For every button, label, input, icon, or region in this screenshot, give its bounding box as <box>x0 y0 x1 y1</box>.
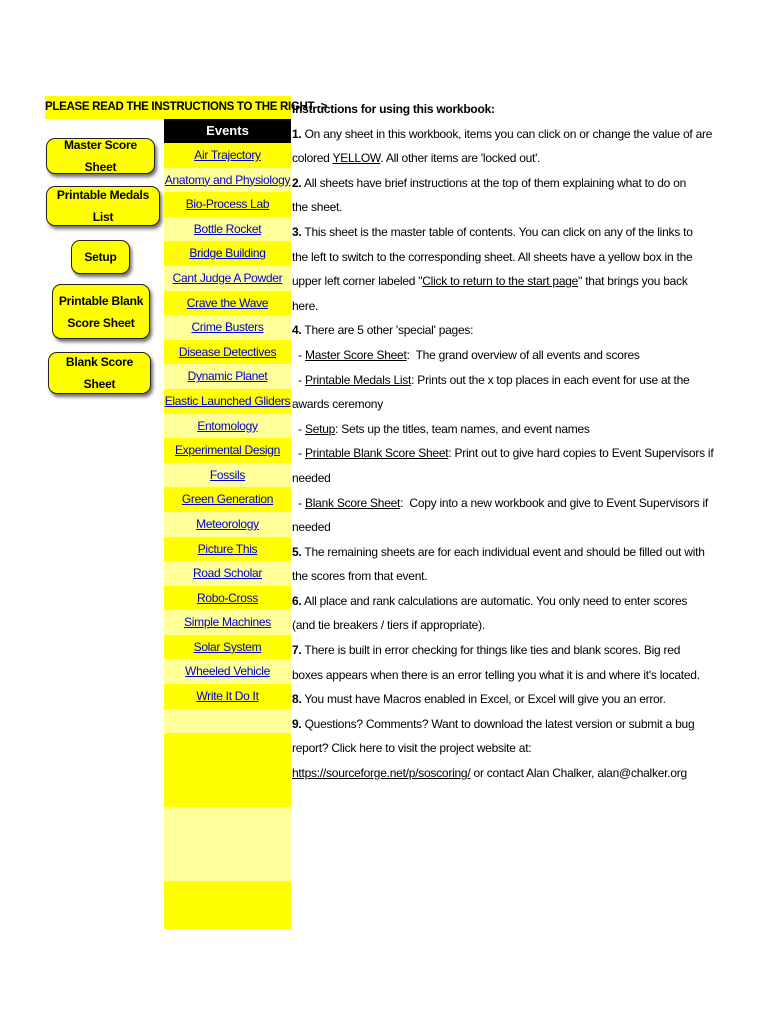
event-link-write-it-do-it[interactable]: Write It Do It <box>196 689 259 704</box>
step-number: 1. <box>292 126 302 141</box>
instruction-text: : The grand overview of all events and scores <box>406 347 640 362</box>
instruction-line <box>292 146 732 171</box>
instruction-text: There is built in error checking for things like ties and blank scores. Big red <box>301 643 681 658</box>
blank-score-sheet-label: Blank Score Sheet <box>65 355 134 391</box>
step-number: 4. <box>292 323 302 338</box>
step-number: 6. <box>292 593 302 608</box>
event-link-green-generation[interactable]: Green Generation <box>181 492 274 507</box>
event-link-robo-cross[interactable]: Robo-Cross <box>196 590 259 605</box>
instruction-line <box>292 638 732 663</box>
bullet-dash: - <box>292 347 305 362</box>
event-link-air-trajectory[interactable]: Air Trajectory <box>194 148 261 162</box>
event-row <box>164 586 291 611</box>
instruction-line <box>292 491 732 516</box>
instruction-line <box>292 220 732 245</box>
event-link-crave-the-wave[interactable]: Crave the Wave <box>186 295 269 310</box>
step-number: 5. <box>292 544 302 559</box>
event-link-cant-judge-a-powder[interactable]: Cant Judge A Powder <box>172 270 283 285</box>
step-number: 2. <box>292 175 302 190</box>
event-row <box>164 291 291 316</box>
event-link-picture-this[interactable]: Picture This <box>197 541 258 556</box>
setup-button[interactable] <box>71 240 130 274</box>
instruction-line: boxes appears when there is an error telling you what it is and where it's located. <box>292 667 700 682</box>
instruction-line <box>292 441 732 466</box>
event-row <box>164 463 291 488</box>
instruction-line <box>292 122 732 147</box>
event-row <box>164 438 291 463</box>
instruction-line <box>292 343 732 368</box>
instruction-text: . All other items are 'locked out'. <box>380 151 541 166</box>
instruction-text: There are 5 other 'special' pages: <box>301 323 474 338</box>
events-table <box>164 119 291 929</box>
yellow-word: YELLOW <box>332 151 381 166</box>
bullet-dash: - <box>292 372 305 387</box>
event-link-dynamic-planet[interactable]: Dynamic Planet <box>187 369 268 384</box>
master-score-sheet-label: Master Score Sheet <box>64 138 137 174</box>
event-row <box>164 143 291 168</box>
printable-medals-list-button[interactable] <box>46 186 160 226</box>
instruction-line: needed <box>292 520 331 535</box>
instruction-line <box>292 687 732 712</box>
instruction-line <box>292 417 732 442</box>
event-link-road-scholar[interactable]: Road Scholar <box>192 566 263 581</box>
empty-event-row <box>164 733 291 807</box>
instructions-panel <box>292 97 732 786</box>
instructions-banner: PLEASE READ THE INSTRUCTIONS TO THE RIGHT -> <box>45 96 291 119</box>
instruction-line: the scores from that event. <box>292 569 428 584</box>
event-link-experimental-design[interactable]: Experimental Design <box>174 443 281 458</box>
instruction-line <box>292 171 732 196</box>
event-link-bio-process-lab[interactable]: Bio-Process Lab <box>185 197 270 212</box>
step-number: 9. <box>292 716 302 731</box>
event-row <box>164 315 291 340</box>
event-row <box>164 684 291 709</box>
event-row <box>164 610 291 635</box>
instruction-text: : Copy into a new workbook and give to Event Supervisors if <box>400 495 708 510</box>
instruction-text: Questions? Comments? Want to download the latest version or submit a bug <box>301 716 695 731</box>
instruction-line: the sheet. <box>292 200 343 215</box>
instruction-line <box>292 589 732 614</box>
instruction-text: On any sheet in this workbook, items you can click on or change the value of are <box>301 126 713 141</box>
instruction-line: here. <box>292 298 319 313</box>
event-link-simple-machines[interactable]: Simple Machines <box>184 615 271 630</box>
instruction-text: colored <box>292 151 333 166</box>
empty-event-row <box>164 881 291 929</box>
instruction-line: needed <box>292 470 331 485</box>
event-link-meteorology[interactable]: Meteorology <box>196 516 259 531</box>
step-number: 8. <box>292 692 302 707</box>
event-row <box>164 635 291 660</box>
step-number: 7. <box>292 643 302 658</box>
empty-event-row <box>164 709 291 734</box>
instruction-line <box>292 712 732 737</box>
instruction-line: the left to switch to the corresponding sheet. All sheets have a yellow box in the <box>292 249 693 264</box>
events-header: Events <box>164 119 291 143</box>
blank-score-sheet-ref: Blank Score Sheet <box>305 495 401 510</box>
instruction-text: The remaining sheets are for each individual event and should be filled out with <box>301 544 705 559</box>
instruction-line <box>292 368 732 393</box>
event-link-elastic-launched-gliders[interactable]: Elastic Launched Gliders <box>164 393 291 408</box>
instruction-text: : Print out to give hard copies to Event Supervisors if <box>448 446 714 461</box>
instruction-line <box>292 318 732 343</box>
event-row <box>164 537 291 562</box>
event-row <box>164 266 291 291</box>
bullet-dash: - <box>292 446 305 461</box>
event-link-entomology[interactable]: Entomology <box>197 418 258 433</box>
return-to-start-label: Click to return to the start page <box>422 274 579 289</box>
instruction-text: or contact Alan Chalker, alan@chalker.org <box>470 766 687 781</box>
instruction-text: All place and rank calculations are automatic. You only need to enter scores <box>301 593 688 608</box>
setup-label: Setup <box>84 250 117 264</box>
instruction-text: : Sets up the titles, team names, and event names <box>335 421 590 436</box>
setup-ref: Setup <box>305 421 336 436</box>
printable-medals-list-label: Printable Medals List <box>56 188 150 224</box>
instruction-line: awards ceremony <box>292 397 383 412</box>
event-link-bridge-building[interactable]: Bridge Building <box>189 246 266 261</box>
printable-medals-list-ref: Printable Medals List <box>305 372 412 387</box>
event-row <box>164 389 291 414</box>
master-score-sheet-ref: Master Score Sheet <box>305 347 407 362</box>
instruction-line <box>292 269 732 294</box>
event-row <box>164 414 291 439</box>
instruction-text: " that brings you back <box>578 274 688 289</box>
event-row <box>164 340 291 365</box>
printable-blank-score-sheet-button[interactable] <box>52 284 150 339</box>
event-link-bottle-rocket[interactable]: Bottle Rocket <box>193 221 262 236</box>
instruction-line: report? Click here to visit the project website at: <box>292 741 532 756</box>
event-row <box>164 168 291 193</box>
event-row <box>164 217 291 242</box>
event-link-crime-busters[interactable]: Crime Busters <box>191 320 264 335</box>
event-row <box>164 659 291 684</box>
master-score-sheet-button[interactable] <box>46 138 155 174</box>
project-website-link[interactable]: https://sourceforge.net/p/soscoring/ <box>292 766 471 781</box>
event-row <box>164 487 291 512</box>
event-row <box>164 512 291 537</box>
instruction-text: This sheet is the master table of contents. You can click on any of the links to <box>301 224 693 239</box>
event-link-wheeled-vehicle[interactable]: Wheeled Vehicle <box>185 664 270 679</box>
printable-blank-score-sheet-ref: Printable Blank Score Sheet <box>305 446 449 461</box>
empty-event-row <box>164 807 291 881</box>
event-row <box>164 364 291 389</box>
instruction-text: : Prints out the x top places in each event for use at the <box>411 372 690 387</box>
instructions-title: Instructions for using this workbook: <box>292 102 495 116</box>
event-link-solar-system[interactable]: Solar System <box>193 639 262 654</box>
event-row <box>164 561 291 586</box>
step-number: 3. <box>292 224 302 239</box>
event-link-disease-detectives[interactable]: Disease Detectives <box>178 344 277 359</box>
blank-score-sheet-button[interactable] <box>48 352 151 394</box>
instruction-line <box>292 761 732 786</box>
printable-blank-label-line2: Score Sheet <box>67 315 135 330</box>
instruction-text: You must have Macros enabled in Excel, or Excel will give you an error. <box>301 692 666 707</box>
bullet-dash: - <box>292 421 305 436</box>
event-row <box>164 192 291 217</box>
event-link-anatomy-and-physiology[interactable]: Anatomy and Physiology <box>164 172 291 187</box>
instruction-text: upper left corner labeled " <box>292 274 423 289</box>
printable-blank-label-line1: Printable Blank <box>58 293 144 308</box>
instruction-line: (and tie breakers / tiers if appropriate). <box>292 618 485 633</box>
instruction-text: All sheets have brief instructions at the top of them explaining what to do on <box>301 175 687 190</box>
event-row <box>164 241 291 266</box>
event-link-fossils[interactable]: Fossils <box>209 467 246 482</box>
bullet-dash: - <box>292 495 305 510</box>
instruction-line <box>292 540 732 565</box>
